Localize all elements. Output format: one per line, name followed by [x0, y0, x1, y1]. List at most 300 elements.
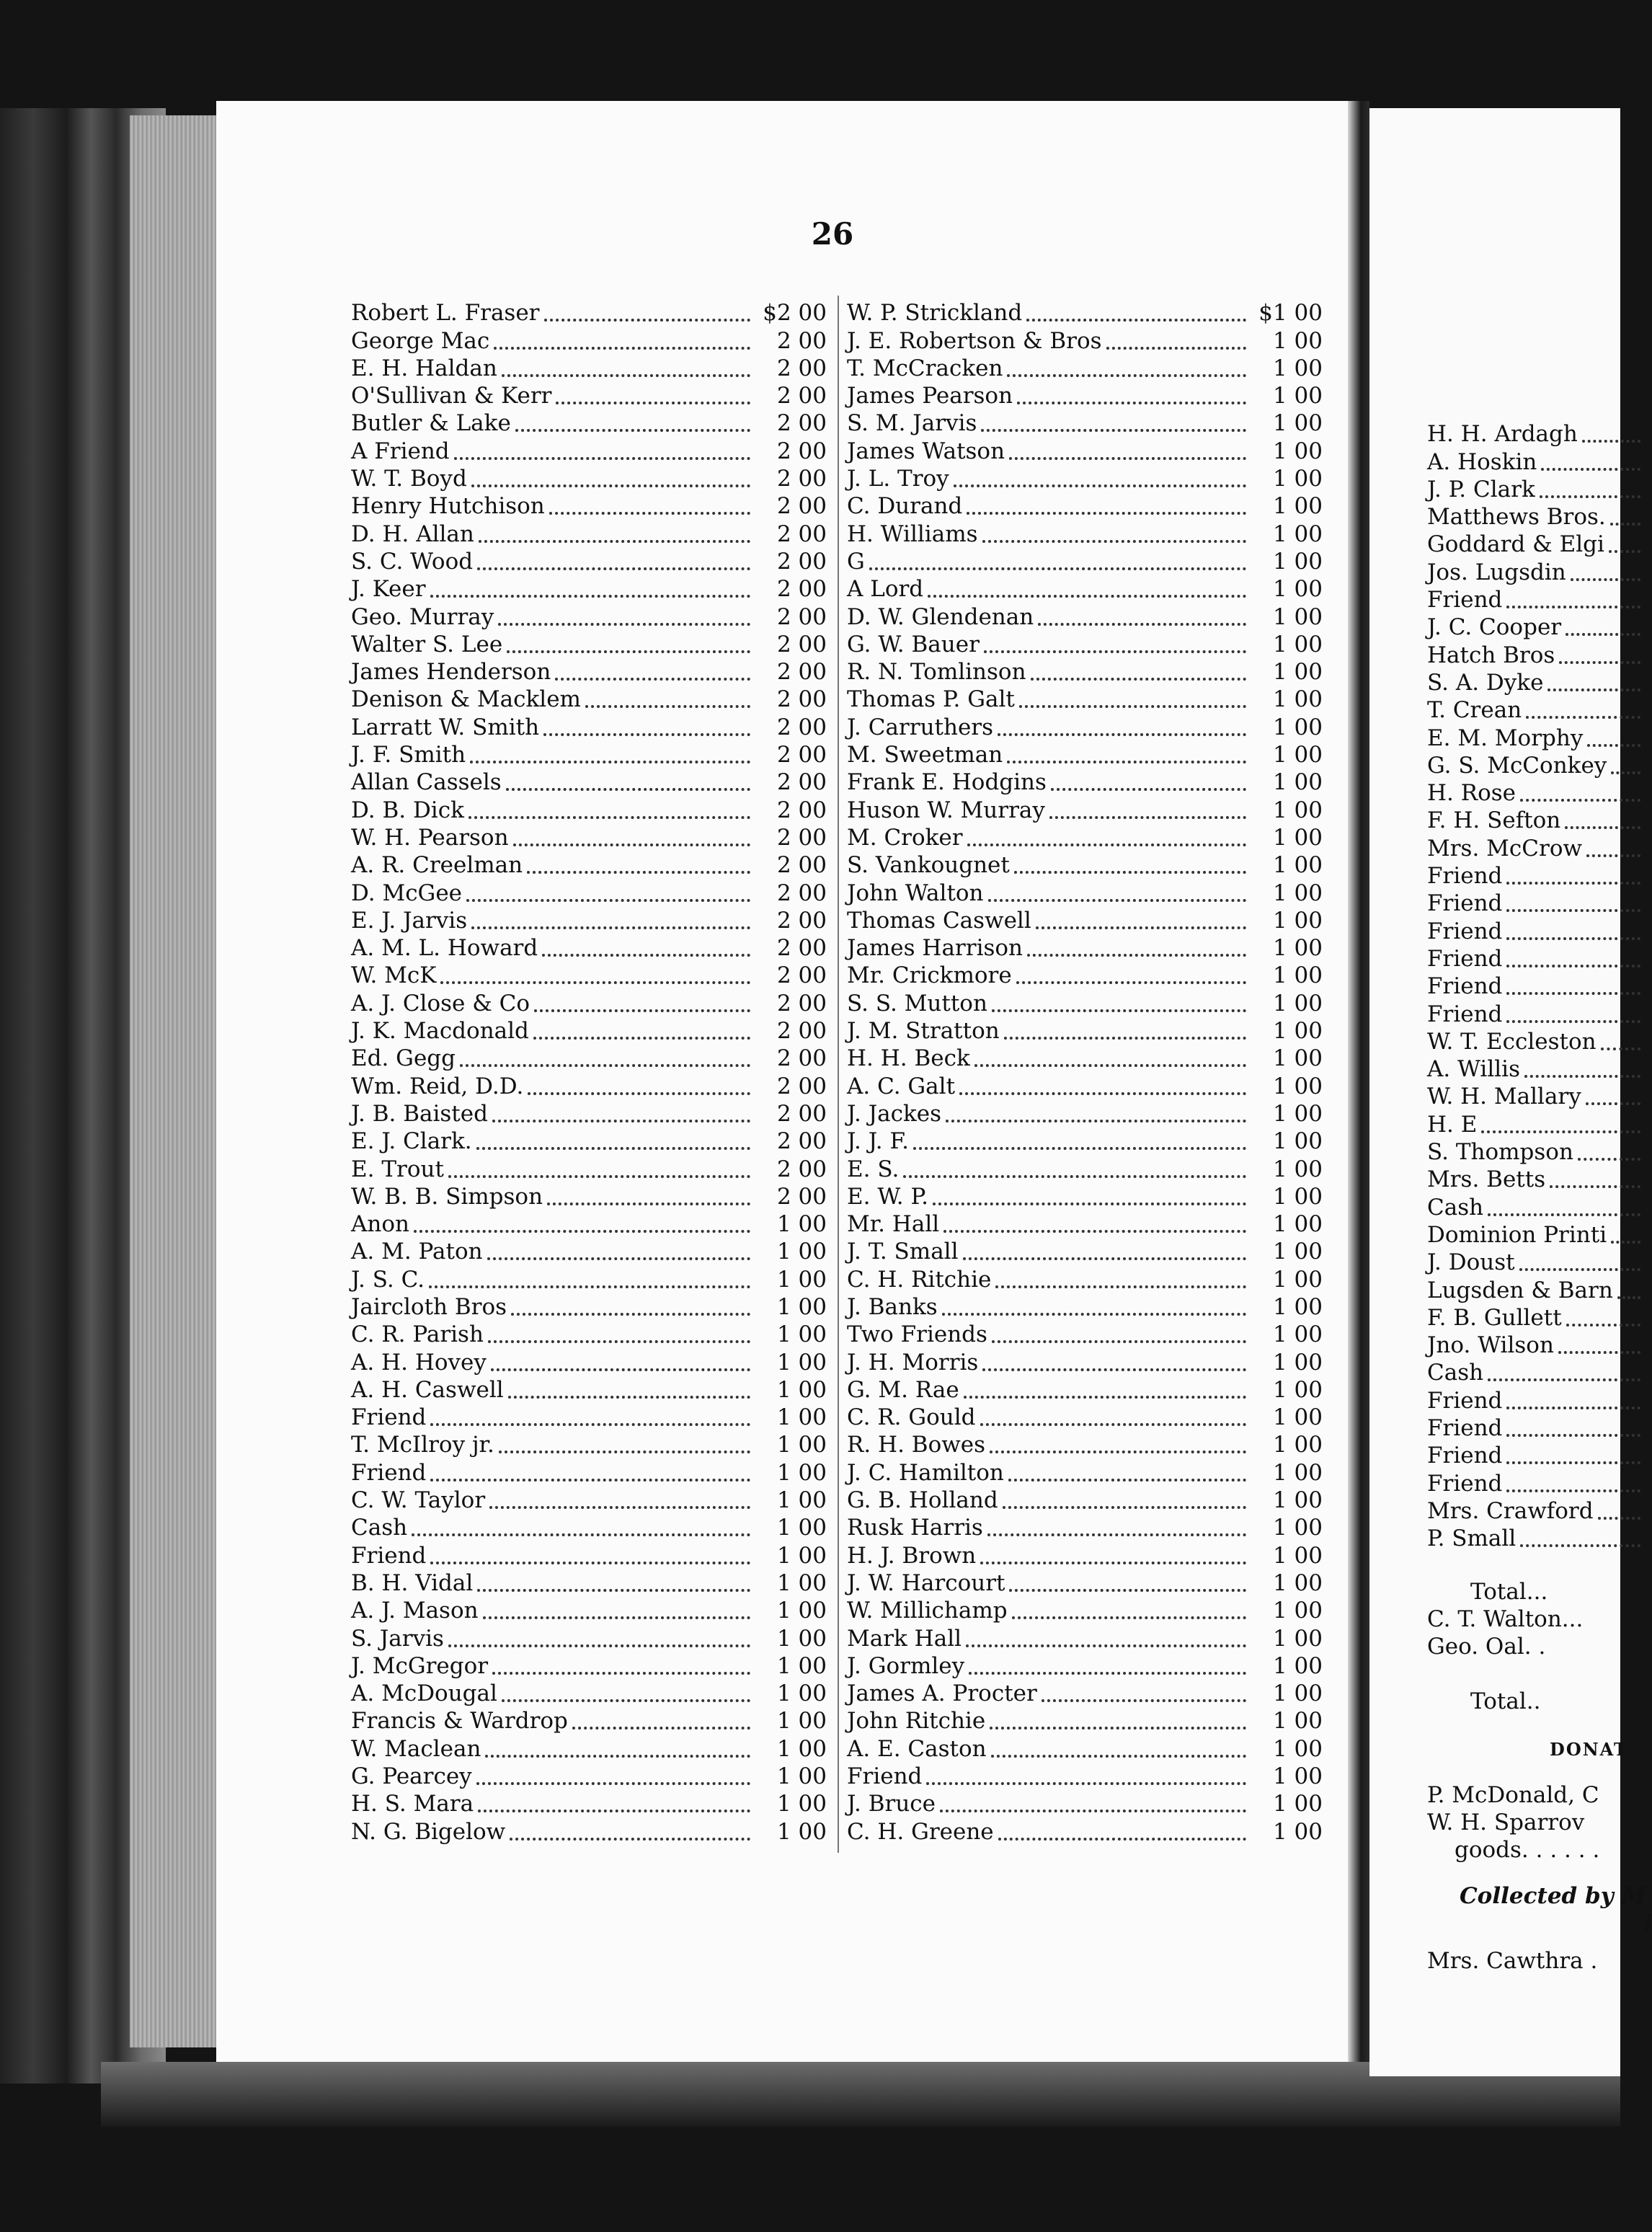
subscriber-row — [351, 1788, 827, 1815]
right-page — [1369, 108, 1652, 2076]
dot-leader — [1036, 926, 1246, 929]
dot-leader — [1488, 1213, 1640, 1216]
dot-leader — [585, 705, 750, 708]
subscription-amount: 2 00 — [776, 603, 827, 630]
subscriber-name: Lugsden & Barn — [1427, 1277, 1613, 1303]
dot-leader — [460, 1064, 750, 1067]
subscription-amount: 1 00 — [1272, 327, 1323, 354]
subscriber-name: S. Vankougnet — [847, 852, 1010, 879]
subscription-amount: 1 00 — [1272, 907, 1323, 934]
dot-leader — [430, 1423, 750, 1426]
donations-heading: DONAT — [1550, 1739, 1628, 1760]
dot-leader — [980, 1423, 1246, 1426]
subscriber-name: F. B. Gullett — [1427, 1304, 1562, 1331]
subscriber-row — [847, 1319, 1323, 1346]
subscriber-name: Rusk Harris — [847, 1515, 983, 1541]
subscriber-name: C. Durand — [847, 493, 963, 520]
subscriber-row — [351, 463, 827, 490]
dot-leader — [967, 512, 1246, 515]
subscription-amount: 1 00 — [1272, 631, 1323, 657]
dot-leader — [1009, 457, 1246, 460]
subscriber-name: Larratt W. Smith — [351, 714, 540, 740]
subscriber-name: J. C. Cooper — [1427, 614, 1562, 641]
right-page-row — [1427, 1274, 1643, 1301]
subscriber-row — [351, 1015, 827, 1045]
right-page-row — [1427, 556, 1643, 583]
subscriber-row — [847, 960, 1323, 987]
subscription-amount: 1 00 — [776, 1569, 827, 1596]
subscriber-row — [847, 407, 1323, 435]
subscriber-list-left-column — [351, 297, 827, 1843]
dot-leader — [1559, 661, 1640, 664]
right-page-row — [1427, 611, 1643, 639]
subscription-amount: 1 00 — [1272, 686, 1323, 713]
subscriber-name: J. L. Troy — [847, 466, 949, 492]
dot-leader — [483, 1616, 750, 1619]
collected-by-fragment: I — [1643, 1910, 1652, 1936]
collected-by-heading: Collected by M — [1460, 1883, 1646, 1909]
subscription-amount: 1 00 — [1272, 1100, 1323, 1127]
dot-leader — [414, 1230, 750, 1233]
dot-leader — [1051, 788, 1246, 791]
subscriber-name: G — [847, 548, 865, 575]
subscriber-row — [351, 1622, 827, 1652]
subscriber-name: H. Rose — [1427, 780, 1516, 807]
subscriber-row — [351, 1456, 827, 1484]
subscriber-row — [847, 794, 1323, 821]
right-page-row — [1427, 970, 1643, 998]
subscription-amount: 1 00 — [1272, 1680, 1323, 1707]
subscriber-name: Dominion Printi — [1427, 1221, 1607, 1248]
subscription-amount: 1 00 — [1272, 824, 1323, 851]
subscription-amount: 1 00 — [1272, 742, 1323, 769]
subscriber-row — [847, 1401, 1323, 1429]
dot-leader — [1587, 744, 1640, 747]
subscriber-name: A. M. L. Howard — [351, 935, 538, 962]
subscriber-name: D. H. Allan — [351, 521, 474, 547]
subscription-amount: 1 00 — [1272, 1349, 1323, 1376]
subscription-amount: 1 00 — [1272, 714, 1323, 740]
dot-leader — [502, 374, 750, 377]
subscriber-name: A. C. Galt — [847, 1073, 956, 1099]
subscriber-name: Mrs. Betts — [1427, 1166, 1546, 1193]
right-page-row — [1427, 1523, 1643, 1550]
dot-leader — [1520, 1544, 1640, 1547]
subscriber-name: C. H. Greene — [847, 1818, 994, 1845]
subscription-amount: 1 00 — [1272, 1321, 1323, 1348]
dot-leader — [1049, 816, 1246, 819]
subscriber-row — [351, 960, 827, 987]
subscriber-row — [351, 766, 827, 794]
subscriber-row — [847, 1705, 1323, 1735]
subscriber-name: S. M. Jarvis — [847, 410, 977, 437]
subscriber-name: D. B. Dick — [351, 797, 464, 823]
right-page-row — [1427, 528, 1643, 556]
subscriber-name: A. J. Mason — [351, 1598, 479, 1624]
dot-leader — [471, 484, 750, 487]
subscriber-name: J. Gormley — [847, 1652, 965, 1679]
subscriber-row — [847, 1567, 1323, 1595]
dot-leader — [987, 1533, 1246, 1536]
subscriber-name: W. T. Boyd — [351, 466, 467, 492]
subscriber-name: S. C. Wood — [351, 548, 474, 575]
dot-leader — [492, 1672, 750, 1675]
subscriber-row — [847, 463, 1323, 490]
subscriber-name: E. S. — [847, 1156, 900, 1182]
subscription-amount: 1 00 — [1272, 1266, 1323, 1293]
subscription-amount: 2 00 — [776, 1183, 827, 1210]
subscriber-row — [351, 1070, 827, 1097]
dot-leader — [534, 1009, 750, 1012]
subscriber-row — [847, 1650, 1323, 1678]
dot-leader — [998, 1838, 1246, 1841]
dot-leader — [1016, 981, 1246, 984]
subscriber-name: J. W. Harcourt — [847, 1569, 1005, 1596]
subscription-amount: 2 00 — [776, 1100, 827, 1127]
subscriber-name: Friend — [351, 1404, 427, 1431]
total-line-1: Total... — [1470, 1579, 1548, 1605]
dot-leader — [963, 1257, 1246, 1260]
subscriber-row — [351, 1650, 827, 1678]
subscription-amount: 1 00 — [776, 1763, 827, 1790]
subscription-amount: 1 00 — [1272, 1625, 1323, 1652]
subscriber-name: Friend — [351, 1542, 427, 1569]
dot-leader — [555, 678, 750, 681]
dot-leader — [1547, 688, 1640, 691]
subscription-amount: 1 00 — [1272, 1515, 1323, 1541]
subscription-amount: 1 00 — [776, 1349, 827, 1376]
subscriber-row — [351, 1153, 827, 1180]
subscription-amount: 2 00 — [776, 1128, 827, 1155]
total-line-2: Total.. — [1470, 1688, 1541, 1714]
subscription-amount: 1 00 — [1272, 1156, 1323, 1182]
subscriber-name: W. McK — [351, 962, 437, 989]
subscriber-row — [351, 1512, 827, 1539]
dot-leader — [1586, 854, 1640, 857]
dot-leader — [1610, 523, 1640, 526]
dot-leader — [479, 540, 750, 543]
subscription-amount: 1 00 — [1272, 1432, 1323, 1458]
dot-leader — [513, 843, 750, 846]
subscriber-name: Walter S. Lee — [351, 631, 503, 657]
subscriber-row — [847, 1539, 1323, 1567]
dot-leader — [940, 1810, 1246, 1812]
subscription-amount: 1 00 — [776, 1515, 827, 1541]
dot-leader — [1541, 468, 1640, 471]
subscriber-name: J. S. C. — [351, 1266, 425, 1293]
subscriber-row — [351, 1567, 827, 1595]
subscriber-name: R. N. Tomlinson — [847, 659, 1026, 686]
dot-leader — [1506, 882, 1640, 885]
subscriber-name: H. H. Beck — [847, 1045, 970, 1072]
subscriber-name: Mark Hall — [847, 1625, 962, 1652]
dot-leader — [1026, 319, 1246, 322]
subscriber-row — [847, 766, 1323, 794]
subscriber-row — [351, 324, 827, 352]
dot-leader — [466, 899, 750, 902]
dot-leader — [507, 650, 750, 653]
right-page-row — [1427, 446, 1643, 473]
dot-leader — [967, 843, 1246, 846]
subscriber-row — [847, 1595, 1323, 1622]
subscriber-name: Ed. Gegg — [351, 1045, 456, 1072]
dot-leader — [969, 1672, 1246, 1675]
subscriber-name: E. H. Haldan — [351, 355, 497, 381]
subscriber-name: A. H. Hovey — [351, 1349, 487, 1376]
subscriber-name: Cash — [1427, 1194, 1484, 1221]
subscriber-row — [847, 711, 1323, 738]
subscriber-name: Jos. Lugsdin — [1427, 559, 1566, 585]
subscriber-name: Friend — [1427, 1414, 1503, 1441]
subscriber-name: C. H. Ritchie — [847, 1266, 992, 1293]
subscriber-name: Mr. Crickmore — [847, 962, 1012, 989]
dot-leader — [1019, 705, 1246, 708]
subscription-amount: 1 00 — [1272, 1542, 1323, 1569]
dot-leader — [1609, 550, 1640, 553]
subscription-amount: 1 00 — [1272, 935, 1323, 962]
subscriber-name: J. J. F. — [847, 1128, 909, 1155]
subscription-amount: 1 00 — [776, 1266, 827, 1293]
right-page-row — [1427, 915, 1643, 942]
dot-leader — [543, 733, 750, 736]
subscription-amount: 1 00 — [776, 1708, 827, 1735]
right-page-row — [1427, 750, 1643, 777]
subscriber-row — [847, 1374, 1323, 1401]
dot-leader — [1007, 761, 1246, 763]
subscriber-row — [847, 1015, 1323, 1045]
dot-leader — [454, 457, 750, 460]
subscription-amount: 2 00 — [776, 990, 827, 1017]
subscriber-name: James A. Procter — [847, 1680, 1037, 1707]
subscriber-row — [847, 1346, 1323, 1376]
subscriber-name: E. M. Morphy — [1427, 725, 1584, 751]
subscriber-name: G. M. Rae — [847, 1376, 959, 1403]
dot-leader — [430, 595, 750, 598]
dot-leader — [412, 1533, 750, 1536]
subscriber-name: T. Crean — [1427, 697, 1522, 724]
dot-leader — [556, 402, 750, 404]
subscriber-name: H. E — [1427, 1111, 1478, 1138]
subscription-amount: 2 00 — [776, 521, 827, 547]
subscriber-row — [847, 1761, 1323, 1788]
dot-leader — [1009, 1589, 1246, 1592]
subscriber-name: E. J. Jarvis — [351, 907, 468, 934]
right-page-row — [1427, 1053, 1643, 1081]
subscriber-row — [847, 629, 1323, 656]
subscriber-name: Thomas P. Galt — [847, 686, 1015, 713]
subscriber-row — [847, 1484, 1323, 1512]
right-page-row — [1427, 722, 1643, 749]
page-edges — [130, 115, 223, 2047]
subscriber-name: Jaircloth Bros — [351, 1293, 507, 1320]
subscription-amount: 1 00 — [1272, 1239, 1323, 1265]
subscriber-row — [351, 1319, 827, 1346]
subscriber-row — [847, 546, 1323, 573]
subscriber-name: Huson W. Murray — [847, 797, 1045, 823]
dot-leader — [1598, 1517, 1640, 1520]
subscriber-name: A. H. Caswell — [351, 1376, 504, 1403]
subscriber-row — [847, 822, 1323, 849]
dot-leader — [992, 1340, 1246, 1343]
subscriber-name: R. H. Bowes — [847, 1432, 986, 1458]
dot-leader — [1506, 1434, 1640, 1437]
subscriber-name: J. Bruce — [847, 1791, 936, 1817]
after-total-entry-2: Geo. Oal. . — [1427, 1634, 1546, 1660]
subscriber-row — [847, 1512, 1323, 1539]
right-page-row — [1427, 1081, 1643, 1108]
dot-leader — [1582, 440, 1640, 443]
dot-leader — [499, 1451, 750, 1453]
dot-leader — [533, 1037, 750, 1040]
dot-leader — [1008, 1479, 1246, 1482]
subscriber-name: J. K. Macdonald — [351, 1018, 529, 1045]
dot-leader — [487, 1257, 750, 1260]
book-gutter — [1348, 101, 1369, 2076]
subscriber-row — [847, 1125, 1323, 1153]
subscriber-name: Robert L. Fraser — [351, 300, 540, 327]
subscriber-name: M. Sweetman — [847, 742, 1003, 769]
subscriber-row — [847, 1098, 1323, 1125]
subscriber-name: H. H. Ardagh — [1427, 421, 1578, 448]
subscriber-name: C. R. Gould — [847, 1404, 976, 1431]
dot-leader — [1042, 1699, 1246, 1702]
subscription-amount: 1 00 — [1272, 493, 1323, 520]
dot-leader — [946, 1120, 1246, 1122]
dot-leader — [1566, 633, 1640, 636]
dot-leader — [471, 926, 750, 929]
dot-leader — [508, 1396, 750, 1399]
subscription-amount: 2 00 — [776, 493, 827, 520]
subscriber-row — [351, 1098, 827, 1125]
column-divider — [838, 296, 839, 1853]
subscription-amount: $1 00 — [1258, 300, 1323, 327]
right-page-row — [1427, 501, 1643, 531]
subscriber-name: M. Croker — [847, 824, 963, 851]
subscription-amount: 1 00 — [1272, 990, 1323, 1017]
subscriber-name: W. P. Strickland — [847, 300, 1023, 327]
subscription-amount: 1 00 — [776, 1818, 827, 1845]
dot-leader — [1017, 402, 1246, 404]
subscriber-row — [847, 297, 1323, 327]
subscriber-row — [847, 353, 1323, 380]
dot-leader — [448, 1175, 750, 1178]
subscription-amount: 2 00 — [776, 880, 827, 906]
dot-leader — [511, 1313, 750, 1316]
subscriber-name: A Friend — [351, 438, 450, 464]
dot-leader — [1004, 1037, 1246, 1040]
subscriber-name: James Harrison — [847, 935, 1023, 962]
dot-leader — [1506, 1407, 1640, 1409]
dot-leader — [448, 1644, 750, 1647]
dot-leader — [1506, 937, 1640, 940]
subscriber-name: J. Doust — [1427, 1249, 1515, 1276]
dot-leader — [1571, 578, 1640, 581]
subscription-amount: 1 00 — [1272, 1569, 1323, 1596]
subscriber-name: S. Thompson — [1427, 1139, 1573, 1166]
subscription-amount: 1 00 — [1272, 1293, 1323, 1320]
subscriber-row — [351, 1236, 827, 1263]
subscriber-row — [847, 1236, 1323, 1263]
dot-leader — [1506, 992, 1640, 995]
subscriber-row — [351, 656, 827, 686]
subscription-amount: 1 00 — [1272, 1763, 1323, 1790]
subscription-amount: 1 00 — [1272, 1459, 1323, 1486]
dot-leader — [991, 1755, 1246, 1758]
subscription-amount: 1 00 — [776, 1542, 827, 1569]
subscriber-name: Denison & Macklem — [351, 686, 581, 713]
subscriber-name: E. J. Clark. — [351, 1128, 472, 1155]
subscriber-row — [847, 987, 1323, 1017]
subscriber-row — [847, 739, 1323, 769]
subscriber-name: Friend — [1427, 863, 1503, 890]
right-page-row — [1427, 832, 1643, 862]
subscriber-row — [847, 683, 1323, 711]
dot-leader — [502, 1699, 750, 1702]
subscriber-name: Wm. Reid, D.D. — [351, 1073, 524, 1099]
subscriber-name: Anon — [351, 1211, 409, 1238]
right-page-row — [1427, 887, 1643, 915]
subscriber-name: J. Keer — [351, 576, 426, 603]
subscriber-name: J. B. Baisted — [351, 1100, 488, 1127]
subscription-amount: 2 00 — [776, 962, 827, 989]
subscriber-row — [847, 877, 1323, 904]
dot-leader — [964, 1396, 1246, 1399]
right-page-row — [1427, 1467, 1643, 1497]
subscriber-row — [351, 380, 827, 407]
right-page-row — [1427, 1384, 1643, 1412]
page-number: 26 — [811, 216, 854, 252]
subscriber-name: Mr. Hall — [847, 1211, 940, 1238]
dot-leader — [477, 1589, 750, 1592]
dot-leader — [869, 567, 1246, 570]
subscription-amount: 2 00 — [776, 742, 827, 769]
right-page-row — [1427, 1219, 1643, 1246]
subscriber-name: J. M. Stratton — [847, 1018, 1000, 1045]
dot-leader — [1106, 347, 1246, 350]
subscriber-row — [351, 1263, 827, 1293]
subscriber-name: B. H. Vidal — [351, 1569, 474, 1596]
subscriber-name: A. Hoskin — [1427, 448, 1537, 475]
subscriber-row — [351, 822, 827, 849]
subscriber-name: O'Sullivan & Kerr — [351, 383, 552, 409]
subscriber-row — [351, 932, 827, 960]
after-total-entry-1: C. T. Walton... — [1427, 1606, 1584, 1632]
dot-leader — [544, 319, 750, 322]
subscription-amount: 1 00 — [1272, 769, 1323, 796]
subscription-amount: 1 00 — [776, 1239, 827, 1265]
subscriber-name: G. S. McConkey — [1427, 752, 1607, 779]
dot-leader — [492, 1120, 750, 1122]
dot-leader — [1014, 871, 1246, 874]
subscriber-row — [847, 1678, 1323, 1705]
right-page-row — [1427, 694, 1643, 722]
subscription-amount: 1 00 — [776, 1735, 827, 1762]
dot-leader — [1586, 1102, 1640, 1105]
subscriber-name: Goddard & Elgi — [1427, 531, 1604, 558]
subscriber-row — [351, 601, 827, 628]
right-page-row — [1427, 777, 1643, 805]
subscriber-row — [351, 1374, 827, 1401]
subscriber-row — [847, 1429, 1323, 1456]
subscriber-name: A. Willis — [1427, 1056, 1520, 1083]
subscriber-name: Thomas Caswell — [847, 907, 1031, 934]
subscriber-row — [351, 490, 827, 518]
subscription-amount: 2 00 — [776, 327, 827, 354]
subscriber-name: Friend — [1427, 1387, 1503, 1414]
subscriber-name: T. McCracken — [847, 355, 1003, 381]
subscription-amount: 1 00 — [1272, 521, 1323, 547]
subscriber-row — [351, 1732, 827, 1760]
